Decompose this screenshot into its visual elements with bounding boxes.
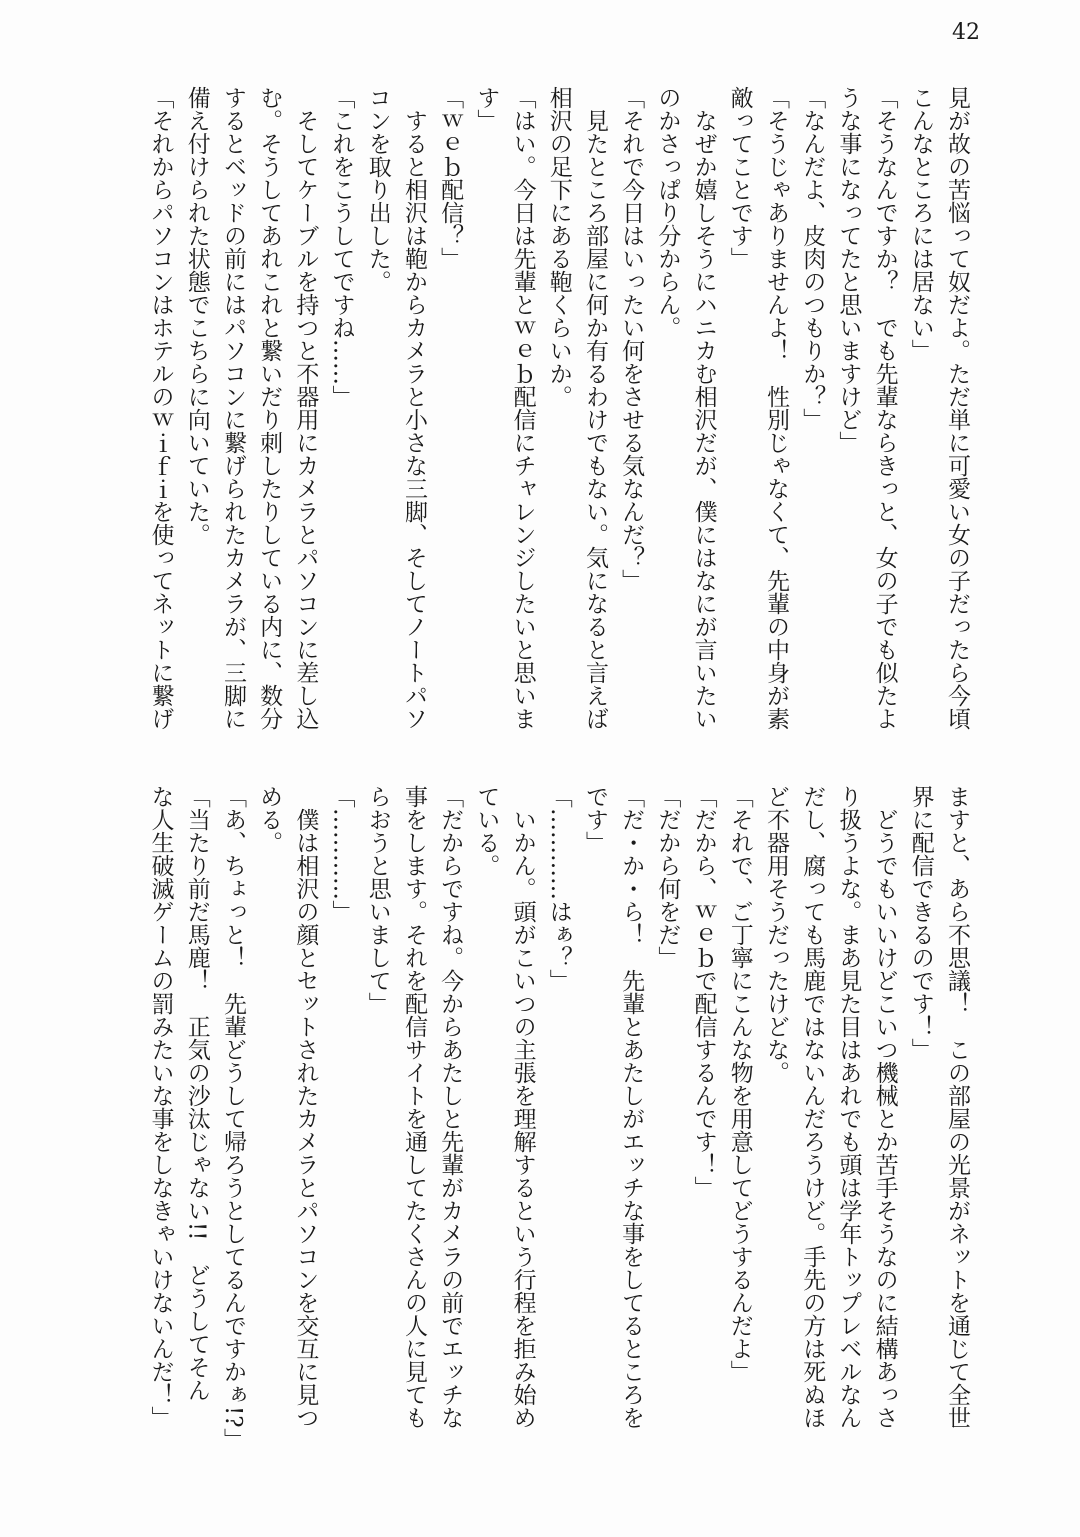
text-column: 「ｗｅｂ配信？」 [437,86,464,270]
text-block-upper [140,86,975,766]
text-column: らおうと思いまして」 [364,785,391,1015]
text-column: 敵ってことです」 [726,86,753,270]
text-column: 備え付けられた状態でこちらに向いていた。 [183,86,210,546]
text-column: す」 [473,86,500,132]
text-column: ている。 [473,785,500,877]
text-column: 見が故の苦悩って奴だよ。ただ単に可愛い女の子だったら今頃 [944,86,970,730]
text-column: ど不器用そうだったけどな。 [762,785,789,1084]
text-column: 「当たり前だ馬鹿！ 正気の沙汰じゃない!! どうしてそん [183,785,210,1402]
text-column: ますと、あら不思議！ この部屋の光景がネットを通じて全世 [944,785,970,1429]
text-column: 界に配信できるのです！」 [907,785,934,1061]
text-column: 「…………はぁ？」 [545,785,572,992]
text-column: なぜか嬉しそうにハニカむ相沢だが、僕にはなにが言いたい [690,86,717,730]
text-column: 「それで、ご丁寧にこんな物を用意してどうするんだよ」 [726,785,753,1383]
text-column: するとベッドの前にはパソコンに繋げられたカメラが、三脚に [219,86,246,730]
text-column: すると相沢は鞄からカメラと小さな三脚、そしてノートパソ [400,86,427,730]
text-column: 「なんだよ、皮肉のつもりか？」 [799,86,826,431]
text-column: な人生破滅ゲームの罰みたいな事をしなきゃいけないんだ！」 [147,785,174,1429]
text-column: 「それからパソコンはホテルのｗｉｆｉを使ってネットに繋げ [147,86,174,730]
text-column: 「だから、ｗｅｂで配信するんです！」 [690,785,717,1199]
text-column: 事をします。それを配信サイトを通してたくさんの人に見ても [400,785,427,1429]
text-column: そしてケーブルを持つと不器用にカメラとパソコンに差し込 [292,86,319,730]
text-column: だし、腐っても馬鹿ではないんだろうけど。手先の方は死ぬほ [799,785,826,1429]
text-column: のかさっぱり分からん。 [654,86,681,339]
text-column: こんなところには居ない」 [907,86,934,362]
text-column: 「そうじゃありませんよ！ 性別じゃなくて、先輩の中身が素 [762,86,789,730]
text-column: 相沢の足下にある鞄くらいか。 [545,86,572,408]
text-column: 見たところ部屋に何か有るわけでもない。気になると言えば [581,86,608,730]
page-number: 42 [952,20,980,45]
text-column: 「そうなんですか？ でも先輩ならきっと、女の子でも似たよ [871,86,898,730]
text-column: 「はい。今日は先輩とｗｅｂ配信にチャレンジしたいと思いま [509,86,536,730]
text-column: いかん。頭がこいつの主張を理解するという行程を拒み始め [509,785,536,1429]
text-column: コンを取り出した。 [364,86,391,293]
text-column: どうでもいいけどこいつ機械とか苦手そうなのに結構あっさ [871,785,898,1429]
text-column: うな事になってたと思いますけど」 [835,86,862,454]
text-block-lower [140,785,975,1485]
text-column: 僕は相沢の顔とセットされたカメラとパソコンを交互に見つ [292,785,319,1429]
text-column: 「…………」 [328,785,355,923]
text-column: 「これをこうしてですね……」 [328,86,355,408]
text-column: む。そうしてあれこれと繋いだり刺したりしている内に、数分 [256,86,283,730]
text-column: 「それで今日はいったい何をさせる気なんだ？」 [618,86,645,592]
text-column: 「だ・か・ら！ 先輩とあたしがエッチな事をしてるところを [618,785,645,1429]
text-column: り扱うよな。まあ見た目はあれでも頭は学年トップレベルなん [835,785,862,1429]
text-column: 「だから何をだ」 [654,785,681,969]
text-column: です」 [581,785,608,854]
text-column: 「あ、ちょっと！ 先輩どうして帰ろうとしてるんですかぁ!?」 [219,785,246,1451]
text-column: める。 [256,785,283,854]
text-column: 「だからですね。今からあたしと先輩がカメラの前でエッチな [437,785,464,1429]
